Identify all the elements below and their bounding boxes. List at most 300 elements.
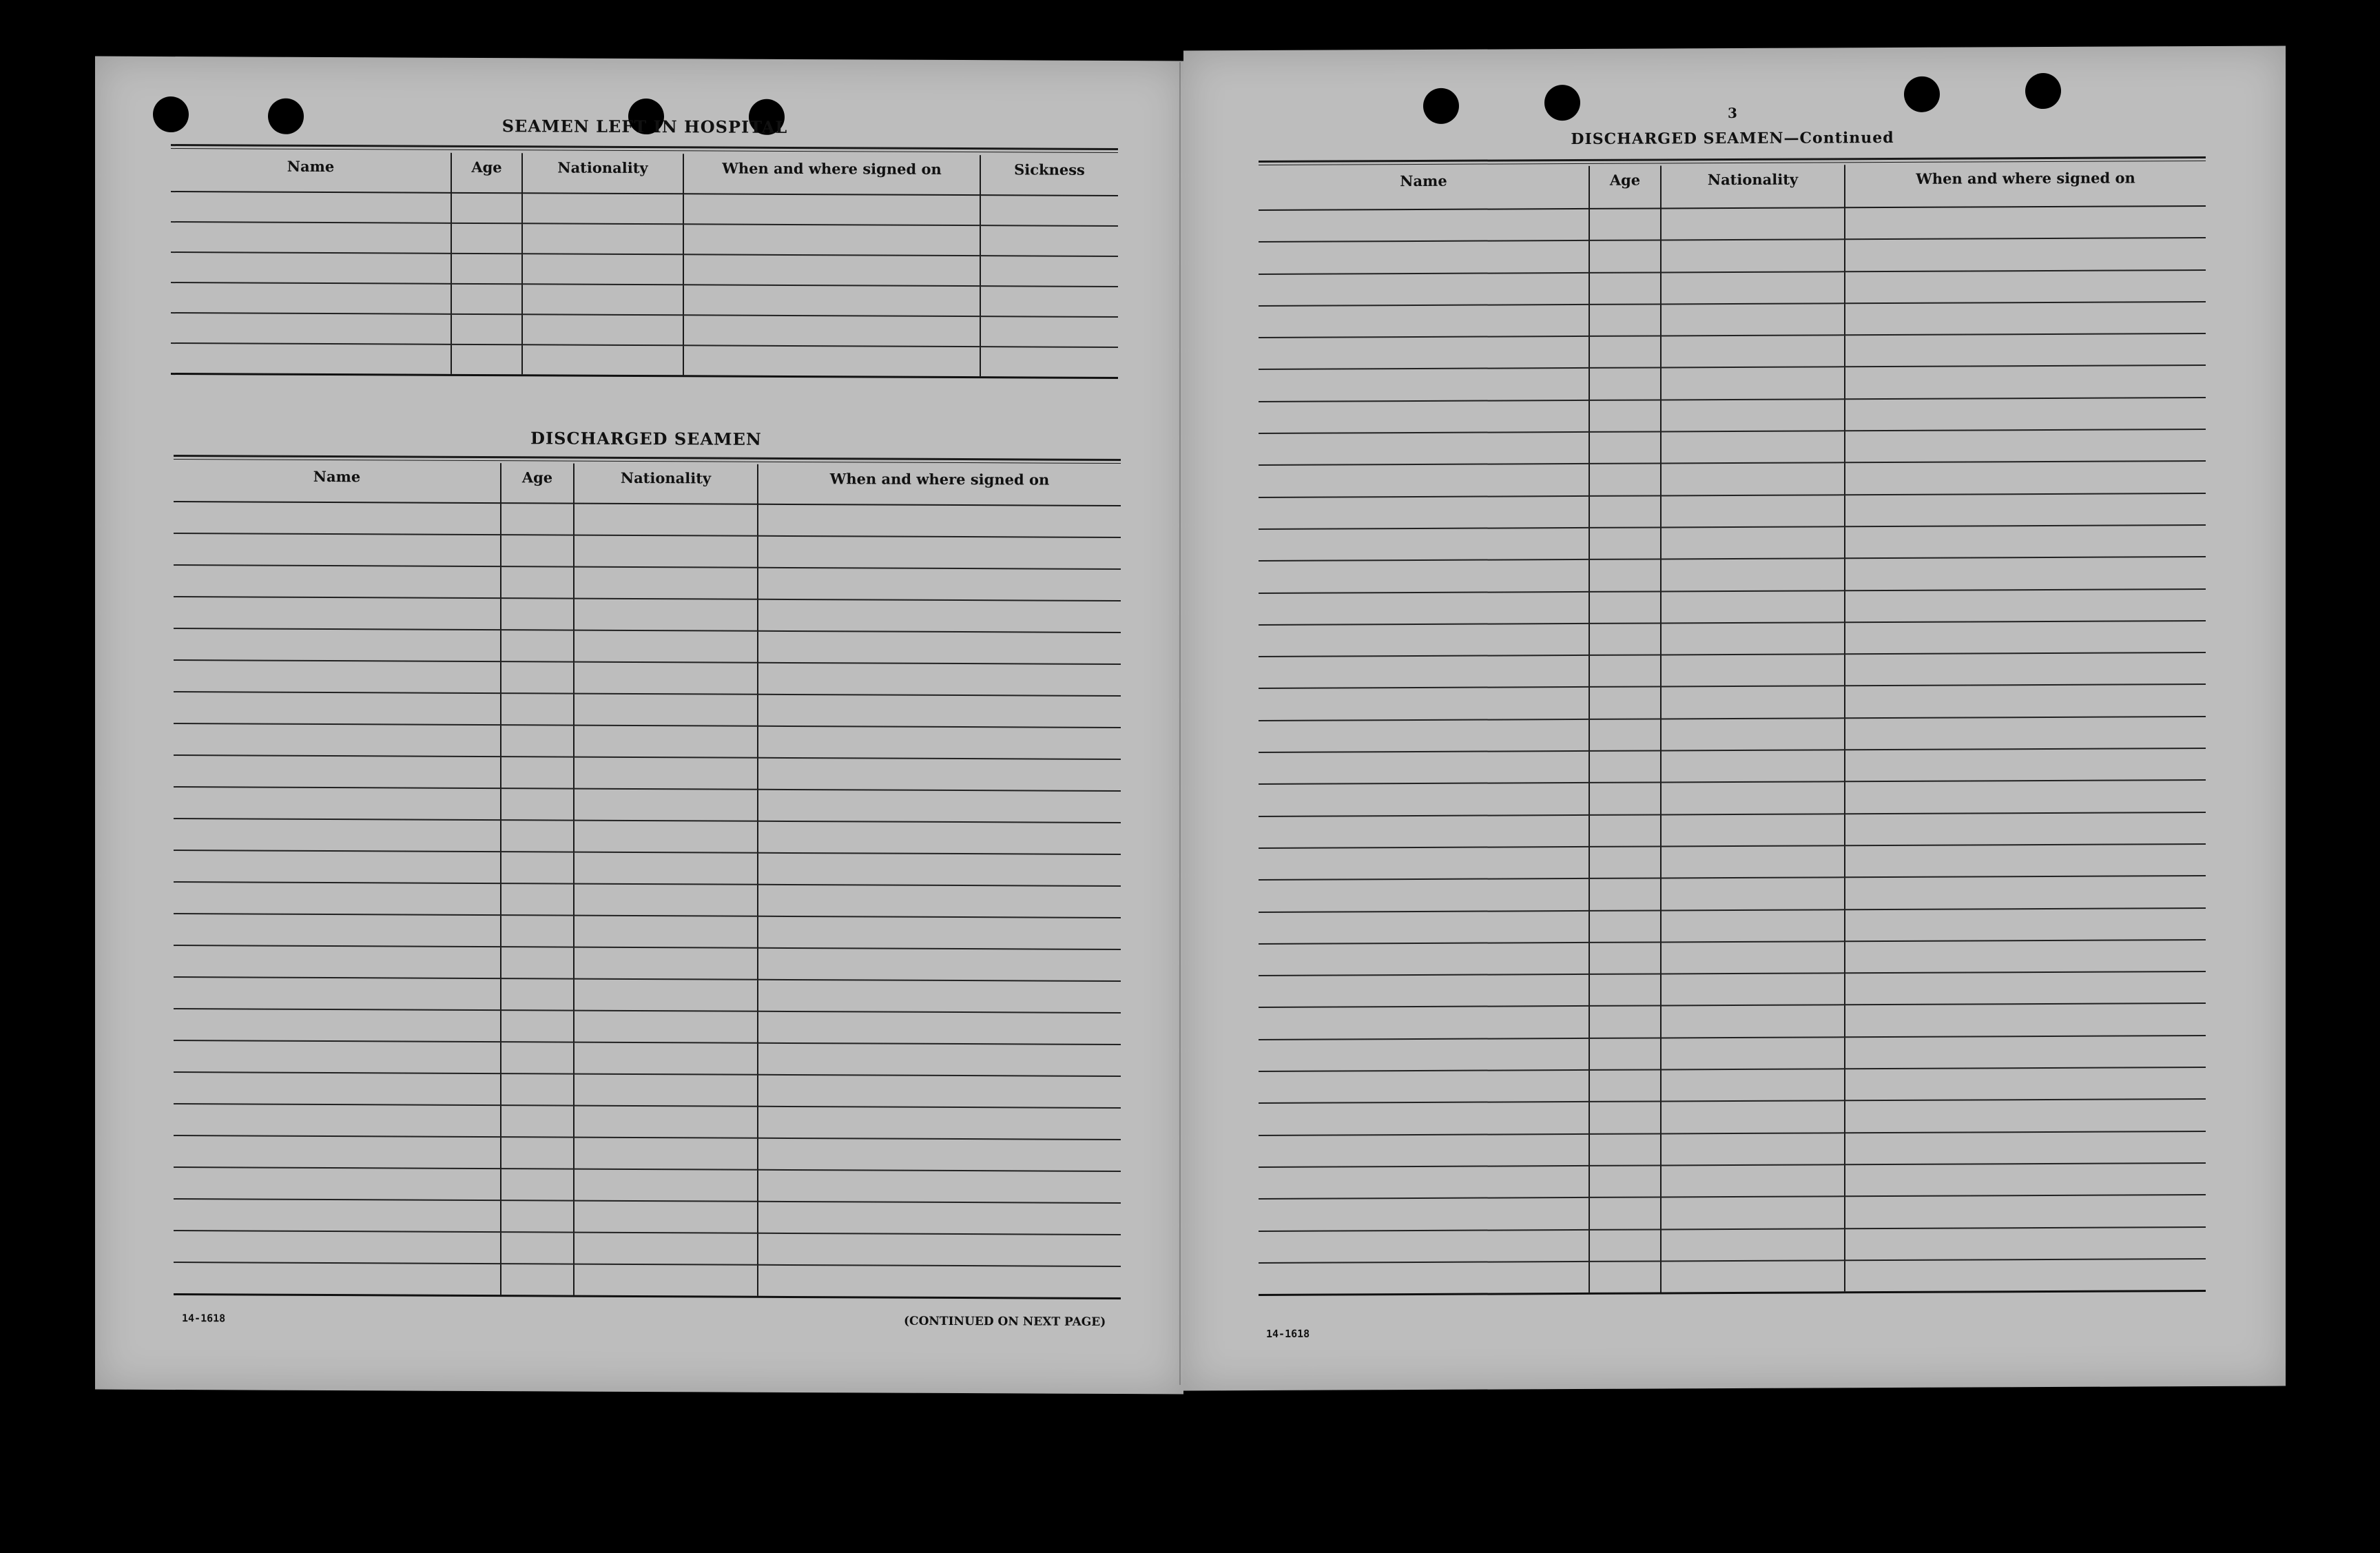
blank-cell bbox=[574, 504, 758, 536]
blank-cell bbox=[1259, 655, 1589, 688]
blank-cell bbox=[1589, 751, 1661, 783]
blank-cell bbox=[522, 314, 683, 345]
blank-cell bbox=[1661, 335, 1845, 367]
blank-cell bbox=[1589, 400, 1661, 432]
blank-row bbox=[174, 1167, 1121, 1203]
blank-cell bbox=[758, 599, 1121, 632]
blank-cell bbox=[1661, 463, 1845, 495]
blank-cell bbox=[683, 285, 980, 316]
blank-row bbox=[174, 628, 1121, 664]
blank-row bbox=[174, 819, 1121, 854]
blank-cell bbox=[174, 597, 501, 630]
blank-cell bbox=[174, 1072, 501, 1105]
blank-cell bbox=[683, 224, 980, 256]
blank-cell bbox=[1661, 431, 1845, 463]
blank-cell bbox=[574, 947, 758, 980]
blank-cell bbox=[574, 916, 758, 948]
blank-cell bbox=[758, 916, 1121, 949]
blank-cell bbox=[174, 755, 501, 788]
blank-cell bbox=[980, 286, 1118, 317]
blank-row bbox=[171, 343, 1118, 378]
blank-cell bbox=[1259, 624, 1589, 657]
blank-cell bbox=[1259, 209, 1589, 242]
blank-cell bbox=[1661, 654, 1845, 686]
blank-cell bbox=[574, 979, 758, 1011]
blank-cell bbox=[758, 853, 1121, 886]
blank-cell bbox=[501, 630, 574, 661]
blank-row bbox=[174, 1072, 1121, 1108]
blank-row bbox=[1259, 971, 2206, 1007]
blank-row bbox=[1259, 1131, 2206, 1167]
col-header-age: Age bbox=[451, 153, 522, 193]
blank-row bbox=[174, 1135, 1121, 1171]
blank-cell bbox=[501, 1010, 574, 1042]
blank-cell bbox=[451, 344, 522, 375]
blank-cell bbox=[1661, 718, 1845, 750]
blank-row bbox=[174, 850, 1121, 886]
blank-cell bbox=[501, 693, 574, 725]
blank-cell bbox=[1845, 429, 2206, 463]
blank-cell bbox=[1259, 1197, 1589, 1231]
blank-cell bbox=[1661, 240, 1845, 272]
blank-cell bbox=[1845, 1067, 2206, 1101]
blank-row bbox=[171, 222, 1118, 256]
form-number: 14-1618 bbox=[1266, 1327, 1310, 1340]
blank-cell bbox=[1661, 878, 1845, 910]
blank-cell bbox=[758, 821, 1121, 854]
blank-cell bbox=[501, 1169, 574, 1200]
blank-row bbox=[1259, 302, 2206, 338]
blank-cell bbox=[1661, 207, 1845, 240]
blank-cell bbox=[1661, 1005, 1845, 1038]
blank-cell bbox=[171, 192, 451, 223]
blank-cell bbox=[451, 314, 522, 344]
blank-cell bbox=[574, 1074, 758, 1107]
blank-cell bbox=[451, 284, 522, 314]
blank-row bbox=[1259, 1195, 2206, 1231]
blank-row bbox=[1259, 1259, 2206, 1295]
blank-cell bbox=[501, 1264, 574, 1295]
blank-row bbox=[1259, 238, 2206, 274]
blank-cell bbox=[174, 787, 501, 820]
discharged-table bbox=[174, 462, 1121, 1299]
blank-cell bbox=[1259, 336, 1589, 369]
blank-cell bbox=[1845, 270, 2206, 304]
blank-cell bbox=[1589, 1133, 1661, 1166]
blank-row bbox=[1259, 908, 2206, 944]
col-header-signed-on: When and where signed on bbox=[683, 154, 980, 195]
col-header-nationality: Nationality bbox=[1661, 165, 1845, 208]
blank-cell bbox=[574, 884, 758, 916]
blank-row bbox=[174, 787, 1121, 823]
blank-cell bbox=[1661, 1228, 1845, 1261]
blank-cell bbox=[1589, 1197, 1661, 1230]
blank-row bbox=[174, 692, 1121, 728]
col-header-nationality: Nationality bbox=[574, 464, 758, 504]
blank-cell bbox=[758, 1170, 1121, 1203]
blank-row bbox=[171, 313, 1118, 347]
blank-cell bbox=[1845, 333, 2206, 367]
blank-cell bbox=[574, 630, 758, 663]
blank-cell bbox=[758, 1043, 1121, 1076]
blank-row bbox=[1259, 525, 2206, 561]
blank-cell bbox=[174, 660, 501, 693]
blank-cell bbox=[1259, 687, 1589, 720]
blank-cell bbox=[174, 1262, 501, 1295]
blank-row bbox=[174, 1040, 1121, 1076]
blank-cell bbox=[1259, 1070, 1589, 1103]
blank-cell bbox=[758, 948, 1121, 981]
blank-row bbox=[1259, 844, 2206, 880]
blank-cell bbox=[1589, 1102, 1661, 1134]
blank-cell bbox=[174, 945, 501, 978]
blank-cell bbox=[1259, 1166, 1589, 1199]
blank-cell bbox=[758, 1107, 1121, 1140]
blank-cell bbox=[1661, 399, 1845, 431]
blank-cell bbox=[1259, 496, 1589, 529]
blank-cell bbox=[1589, 1069, 1661, 1102]
col-header-age: Age bbox=[501, 463, 574, 503]
blank-cell bbox=[1259, 528, 1589, 561]
blank-cell bbox=[1661, 1037, 1845, 1069]
blank-cell bbox=[1661, 1197, 1845, 1229]
blank-cell bbox=[1845, 748, 2206, 782]
col-header-name: Name bbox=[1259, 166, 1589, 210]
blank-cell bbox=[1661, 590, 1845, 623]
blank-cell bbox=[174, 914, 501, 947]
blank-cell bbox=[1589, 942, 1661, 974]
blank-row bbox=[1259, 206, 2206, 242]
blank-cell bbox=[1259, 1262, 1589, 1295]
blank-cell bbox=[1259, 974, 1589, 1007]
blank-cell bbox=[1589, 623, 1661, 655]
blank-cell bbox=[1661, 495, 1845, 527]
blank-row bbox=[1259, 1036, 2206, 1071]
blank-row bbox=[1259, 589, 2206, 625]
blank-row bbox=[174, 597, 1121, 632]
blank-cell bbox=[1661, 1133, 1845, 1165]
blank-cell bbox=[1589, 655, 1661, 688]
blank-cell bbox=[1845, 461, 2206, 495]
blank-cell bbox=[1589, 974, 1661, 1007]
blank-row bbox=[1259, 461, 2206, 497]
blank-cell bbox=[758, 1075, 1121, 1108]
blank-cell bbox=[1589, 527, 1661, 559]
blank-cell bbox=[1259, 943, 1589, 976]
page-number: 3 bbox=[1728, 104, 1737, 122]
blank-cell bbox=[1661, 782, 1845, 814]
blank-cell bbox=[1589, 304, 1661, 336]
blank-cell bbox=[171, 313, 451, 344]
blank-cell bbox=[1589, 1006, 1661, 1038]
blank-cell bbox=[174, 882, 501, 915]
blank-row bbox=[1259, 493, 2206, 529]
blank-cell bbox=[758, 1233, 1121, 1266]
col-header-signed-on: When and where signed on bbox=[1845, 163, 2206, 207]
blank-row bbox=[174, 533, 1121, 569]
blank-cell bbox=[574, 535, 758, 568]
blank-cell bbox=[1845, 1036, 2206, 1069]
blank-cell bbox=[574, 1233, 758, 1265]
blank-cell bbox=[1589, 495, 1661, 528]
blank-cell bbox=[1259, 464, 1589, 497]
blank-cell bbox=[758, 790, 1121, 823]
continued-note: (CONTINUED ON NEXT PAGE) bbox=[904, 1314, 1106, 1329]
blank-row bbox=[171, 252, 1118, 287]
blank-cell bbox=[758, 568, 1121, 601]
blank-row bbox=[1259, 429, 2206, 465]
blank-cell bbox=[501, 725, 574, 757]
blank-cell bbox=[758, 726, 1121, 759]
blank-cell bbox=[1589, 719, 1661, 751]
blank-cell bbox=[522, 344, 683, 376]
discharged-continued-title: DISCHARGED SEAMEN—Continued bbox=[1571, 128, 1894, 149]
blank-cell bbox=[574, 1138, 758, 1170]
blank-row bbox=[171, 192, 1118, 226]
blank-cell bbox=[1661, 941, 1845, 974]
blank-cell bbox=[1845, 621, 2206, 655]
blank-cell bbox=[1589, 783, 1661, 815]
blank-cell bbox=[574, 567, 758, 599]
blank-cell bbox=[1845, 780, 2206, 814]
blank-cell bbox=[1259, 910, 1589, 943]
blank-row bbox=[174, 502, 1121, 537]
blank-cell bbox=[501, 947, 574, 978]
blank-cell bbox=[1259, 783, 1589, 816]
punch-hole bbox=[2025, 73, 2061, 109]
blank-cell bbox=[1845, 525, 2206, 559]
blank-cell bbox=[1259, 305, 1589, 338]
blank-cell bbox=[1661, 1101, 1845, 1133]
blank-cell bbox=[574, 694, 758, 726]
blank-cell bbox=[501, 820, 574, 852]
blank-cell bbox=[501, 1042, 574, 1073]
blank-cell bbox=[501, 978, 574, 1010]
blank-cell bbox=[1661, 973, 1845, 1005]
blank-row bbox=[1259, 940, 2206, 976]
blank-cell bbox=[683, 254, 980, 286]
blank-cell bbox=[501, 1200, 574, 1232]
blank-cell bbox=[574, 1264, 758, 1297]
blank-cell bbox=[1845, 717, 2206, 750]
blank-cell bbox=[1661, 686, 1845, 719]
blank-cell bbox=[501, 1105, 574, 1137]
blank-cell bbox=[1661, 559, 1845, 591]
blank-cell bbox=[451, 193, 522, 223]
blank-cell bbox=[1589, 272, 1661, 305]
blank-cell bbox=[1845, 1259, 2206, 1293]
blank-row bbox=[171, 282, 1118, 317]
blank-cell bbox=[683, 194, 980, 225]
blank-cell bbox=[1845, 493, 2206, 527]
blank-cell bbox=[574, 1169, 758, 1202]
blank-cell bbox=[980, 195, 1118, 226]
blank-cell bbox=[1589, 687, 1661, 719]
blank-cell bbox=[1589, 1038, 1661, 1070]
blank-cell bbox=[174, 1167, 501, 1200]
blank-cell bbox=[1589, 208, 1661, 240]
blank-cell bbox=[501, 757, 574, 788]
blank-cell bbox=[1589, 878, 1661, 911]
blank-cell bbox=[1661, 622, 1845, 655]
blank-cell bbox=[174, 850, 501, 883]
blank-cell bbox=[1259, 719, 1589, 752]
blank-cell bbox=[1845, 302, 2206, 336]
blank-cell bbox=[1845, 589, 2206, 623]
blank-cell bbox=[1589, 814, 1661, 847]
blank-cell bbox=[758, 1265, 1121, 1298]
blank-cell bbox=[501, 1073, 574, 1105]
form-number: 14-1618 bbox=[182, 1312, 226, 1325]
blank-cell bbox=[174, 1009, 501, 1042]
blank-cell bbox=[1259, 559, 1589, 593]
col-header-age: Age bbox=[1589, 165, 1661, 208]
blank-cell bbox=[174, 723, 501, 757]
blank-row bbox=[1259, 748, 2206, 784]
blank-cell bbox=[980, 316, 1118, 347]
blank-row bbox=[174, 660, 1121, 696]
blank-cell bbox=[1845, 1227, 2206, 1261]
blank-cell bbox=[1259, 815, 1589, 848]
blank-row bbox=[1259, 365, 2206, 401]
blank-cell bbox=[1589, 559, 1661, 592]
blank-cell bbox=[501, 566, 574, 598]
blank-cell bbox=[1259, 1038, 1589, 1071]
blank-cell bbox=[1589, 910, 1661, 943]
blank-cell bbox=[171, 222, 451, 254]
blank-cell bbox=[1589, 1261, 1661, 1293]
blank-cell bbox=[574, 599, 758, 631]
blank-row bbox=[1259, 398, 2206, 433]
blank-cell bbox=[574, 1042, 758, 1075]
blank-cell bbox=[1661, 1260, 1845, 1293]
blank-cell bbox=[174, 1199, 501, 1232]
blank-cell bbox=[1589, 846, 1661, 878]
blank-cell bbox=[1845, 1003, 2206, 1037]
blank-cell bbox=[1259, 240, 1589, 274]
blank-cell bbox=[1589, 591, 1661, 624]
blank-row bbox=[174, 1262, 1121, 1298]
punch-hole bbox=[1904, 76, 1940, 112]
blank-cell bbox=[174, 1231, 501, 1264]
col-header-sickness: Sickness bbox=[980, 155, 1118, 196]
blank-row bbox=[1259, 780, 2206, 816]
blank-row bbox=[174, 945, 1121, 981]
blank-cell bbox=[574, 1011, 758, 1043]
blank-cell bbox=[501, 661, 574, 693]
col-header-nationality: Nationality bbox=[522, 153, 683, 194]
blank-cell bbox=[758, 504, 1121, 537]
blank-cell bbox=[501, 1232, 574, 1264]
blank-cell bbox=[1845, 1195, 2206, 1228]
blank-cell bbox=[758, 536, 1121, 569]
blank-cell bbox=[1845, 652, 2206, 686]
blank-row bbox=[174, 1199, 1121, 1235]
blank-cell bbox=[1259, 1134, 1589, 1167]
blank-cell bbox=[501, 883, 574, 915]
blank-cell bbox=[522, 193, 683, 224]
blank-cell bbox=[1259, 400, 1589, 433]
blank-cell bbox=[1661, 271, 1845, 304]
blank-cell bbox=[1661, 303, 1845, 336]
blank-cell bbox=[1259, 1006, 1589, 1039]
blank-cell bbox=[451, 254, 522, 284]
blank-cell bbox=[758, 663, 1121, 696]
blank-cell bbox=[574, 1201, 758, 1233]
hospital-section-title: SEAMEN LEFT IN HOSPITAL bbox=[501, 116, 788, 137]
blank-cell bbox=[574, 757, 758, 790]
punch-hole bbox=[1544, 85, 1580, 121]
hospital-table bbox=[171, 152, 1118, 378]
col-header-name: Name bbox=[174, 462, 501, 503]
blank-cell bbox=[174, 1104, 501, 1137]
blank-cell bbox=[1845, 365, 2206, 399]
blank-cell bbox=[1845, 557, 2206, 590]
blank-row bbox=[174, 914, 1121, 949]
blank-row bbox=[1259, 1067, 2206, 1103]
blank-cell bbox=[1845, 812, 2206, 846]
blank-cell bbox=[574, 852, 758, 885]
blank-cell bbox=[758, 885, 1121, 918]
blank-cell bbox=[574, 821, 758, 853]
blank-cell bbox=[1259, 751, 1589, 784]
blank-cell bbox=[1259, 847, 1589, 880]
blank-cell bbox=[1661, 367, 1845, 400]
blank-cell bbox=[1845, 940, 2206, 974]
left-page bbox=[95, 56, 1183, 1395]
blank-cell bbox=[683, 345, 980, 377]
blank-cell bbox=[1661, 526, 1845, 559]
blank-row bbox=[1259, 333, 2206, 369]
blank-row bbox=[1259, 1003, 2206, 1039]
blank-cell bbox=[1259, 591, 1589, 624]
blank-cell bbox=[451, 223, 522, 254]
blank-cell bbox=[501, 535, 574, 566]
blank-row bbox=[1259, 621, 2206, 657]
blank-cell bbox=[1259, 368, 1589, 401]
blank-cell bbox=[1845, 684, 2206, 718]
col-header-name: Name bbox=[171, 152, 451, 193]
blank-cell bbox=[174, 819, 501, 852]
blank-cell bbox=[1589, 368, 1661, 400]
blank-cell bbox=[758, 1011, 1121, 1045]
blank-cell bbox=[501, 1137, 574, 1169]
blank-row bbox=[1259, 717, 2206, 752]
blank-cell bbox=[501, 852, 574, 883]
blank-cell bbox=[1845, 238, 2206, 271]
blank-cell bbox=[1845, 1099, 2206, 1133]
blank-cell bbox=[1661, 909, 1845, 942]
blank-cell bbox=[1845, 398, 2206, 431]
blank-cell bbox=[174, 628, 501, 661]
center-fold bbox=[1179, 62, 1181, 1385]
blank-row bbox=[174, 1009, 1121, 1045]
blank-cell bbox=[501, 788, 574, 820]
punch-hole bbox=[268, 99, 304, 134]
blank-cell bbox=[1259, 1229, 1589, 1262]
blank-row bbox=[174, 977, 1121, 1013]
blank-cell bbox=[174, 1040, 501, 1073]
blank-cell bbox=[522, 223, 683, 254]
blank-cell bbox=[758, 1202, 1121, 1235]
blank-row bbox=[1259, 876, 2206, 912]
blank-cell bbox=[174, 977, 501, 1010]
blank-row bbox=[1259, 684, 2206, 720]
blank-cell bbox=[171, 282, 451, 314]
blank-cell bbox=[1259, 878, 1589, 912]
blank-cell bbox=[1845, 876, 2206, 909]
blank-cell bbox=[758, 980, 1121, 1013]
